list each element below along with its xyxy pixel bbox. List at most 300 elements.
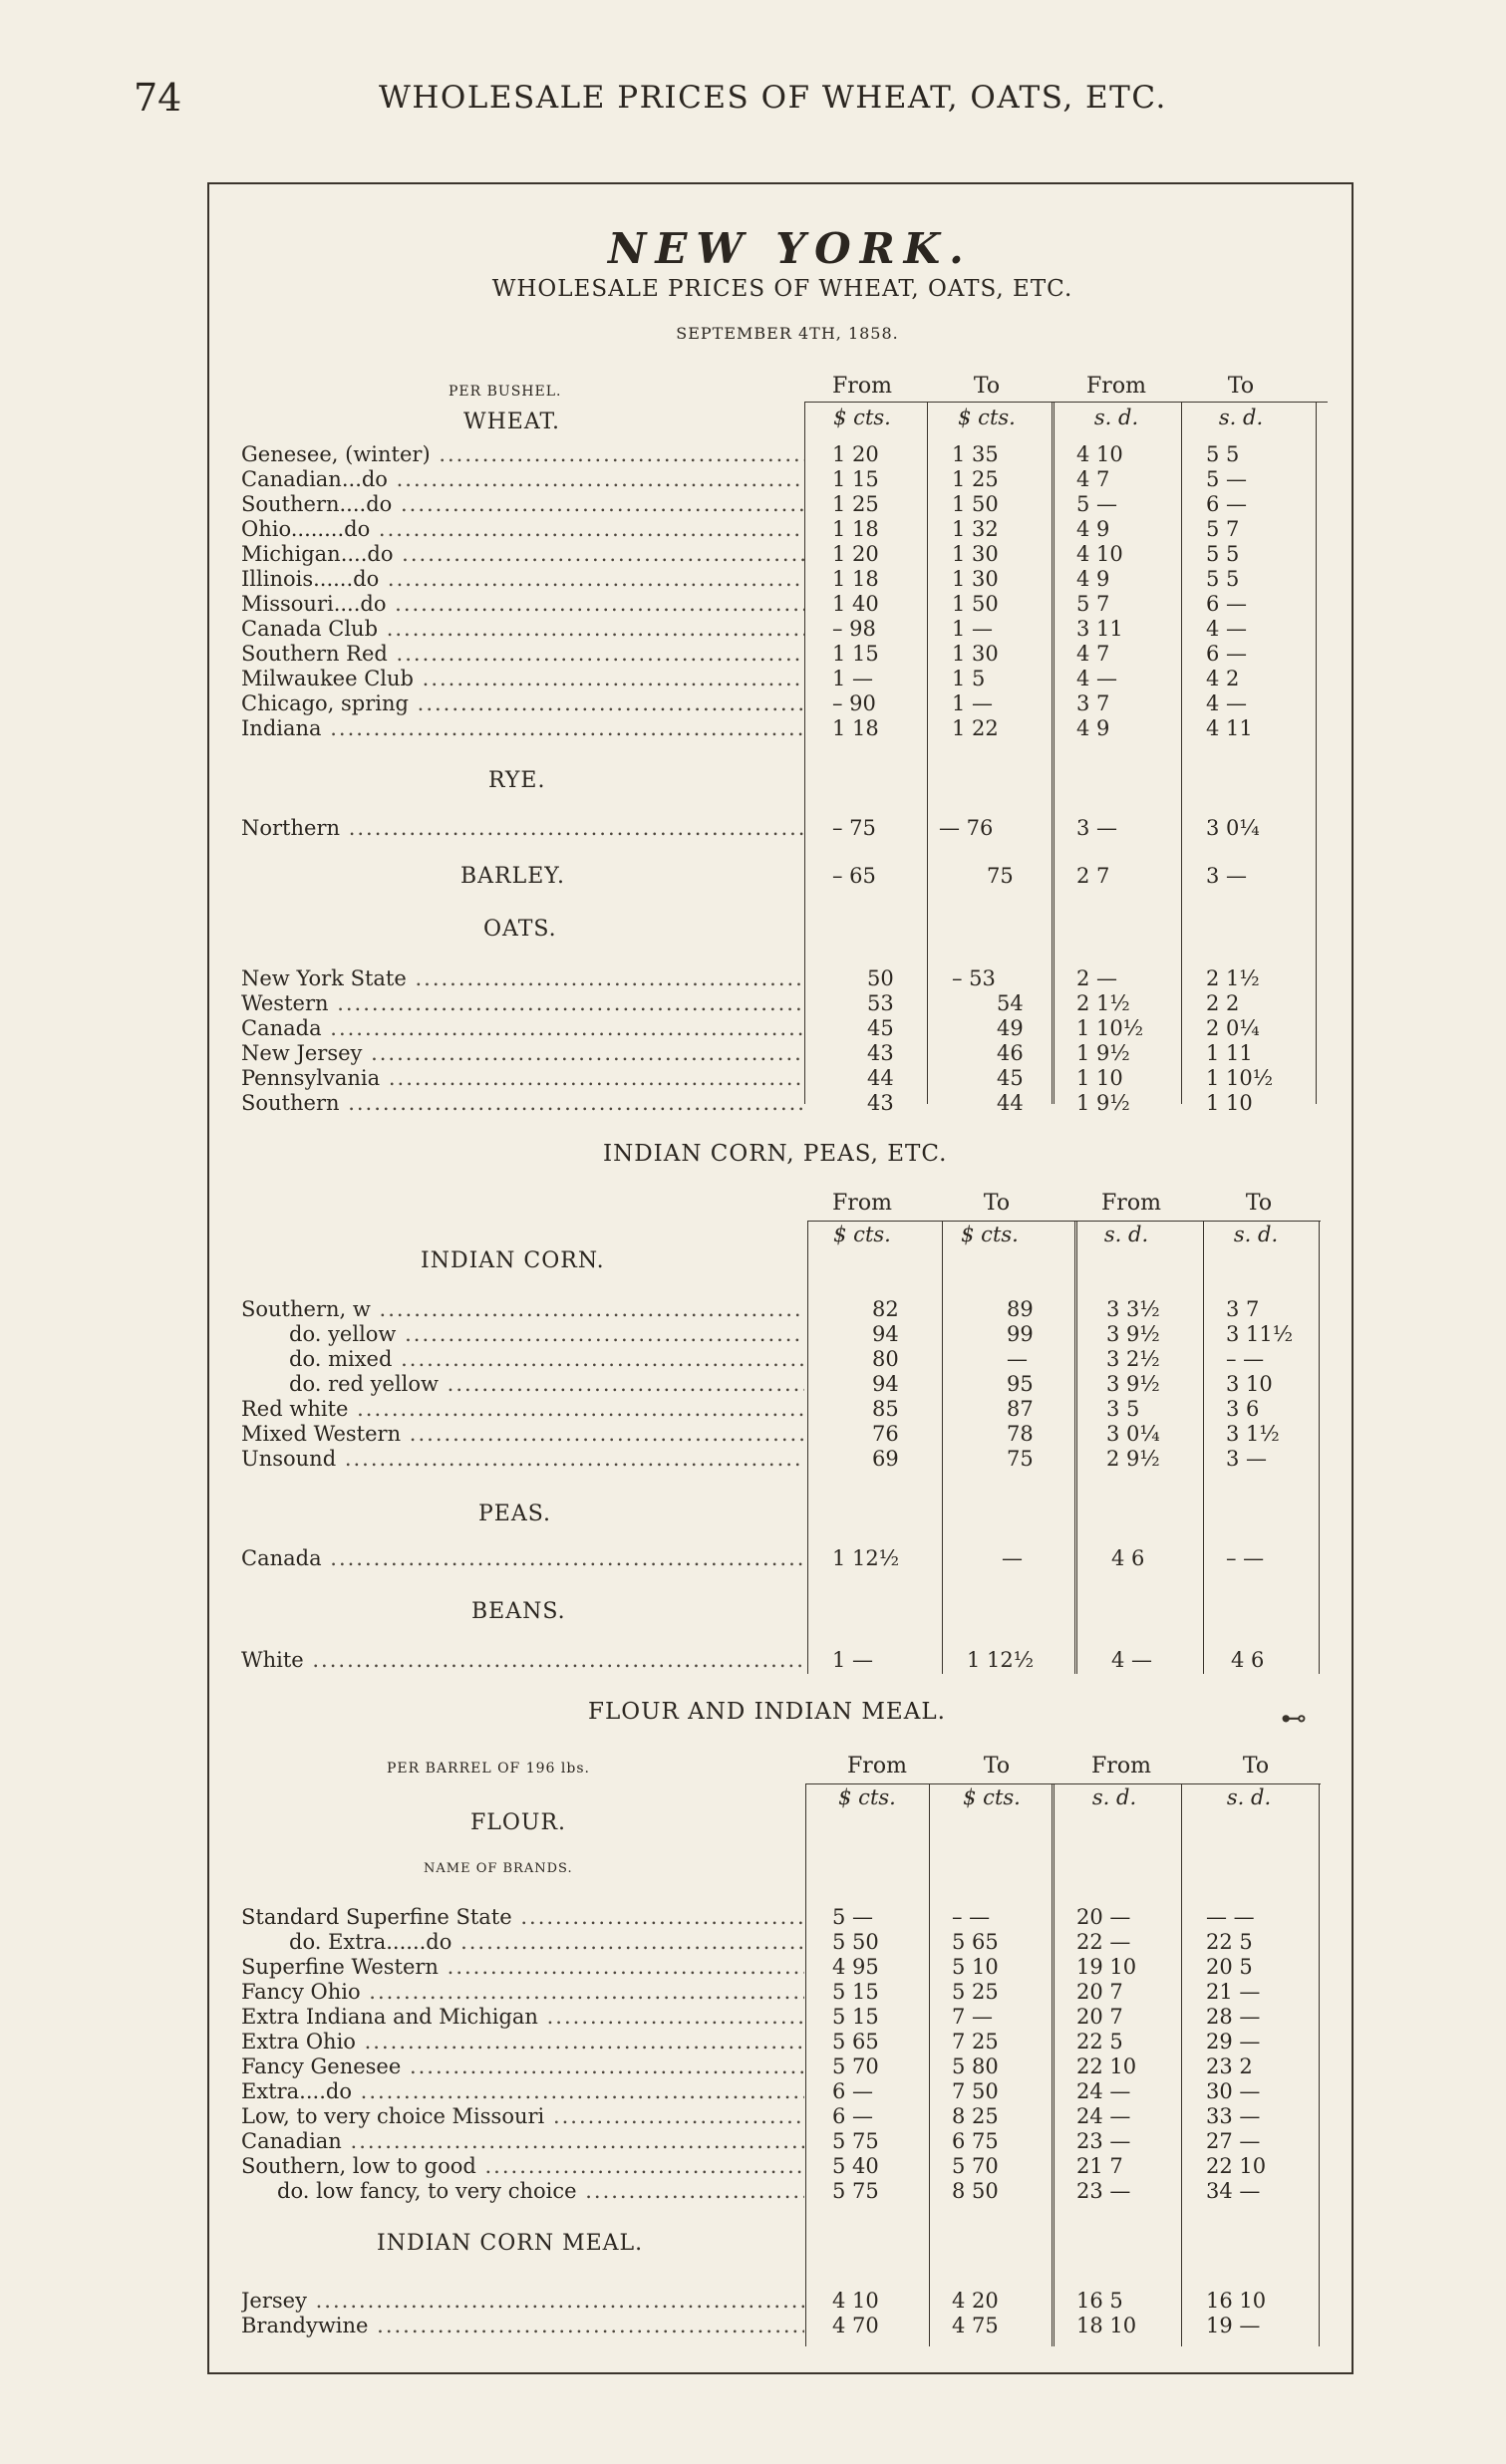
category-beans: BEANS.: [471, 1599, 566, 1624]
price-cell: 1 30: [952, 642, 999, 666]
price-cell: 54: [997, 991, 1024, 1015]
row-label: Red white .....: [241, 1397, 804, 1422]
price-cell: 99: [1007, 1322, 1034, 1346]
table-row: [209, 1955, 1355, 1980]
price-cell: 1 9½: [1076, 1041, 1130, 1065]
row-label: Fancy Genesee .....: [241, 2054, 804, 2079]
row-label: White .....: [241, 1648, 804, 1673]
table-row: [209, 1447, 1355, 1472]
price-cell: 4 —: [1111, 1648, 1153, 1672]
price-cell: 69: [872, 1447, 899, 1471]
table-row: [209, 691, 1355, 716]
table-row: [209, 1091, 1355, 1116]
price-cell: 4 —: [1206, 617, 1248, 641]
row-label: Ohio........do .....: [241, 517, 804, 542]
price-cell: 1 10: [1076, 1066, 1123, 1090]
price-cell: 5 5: [1206, 442, 1240, 466]
price-cell: 4 10: [1076, 542, 1123, 566]
price-cell: 5 7: [1076, 592, 1110, 616]
price-cell: 1 30: [952, 542, 999, 566]
col-from-sterling: From: [1101, 1191, 1161, 1216]
price-cell: 34 —: [1206, 2179, 1261, 2203]
price-cell: 1 20: [832, 542, 879, 566]
price-cell: 30 —: [1206, 2079, 1261, 2103]
category-indian-corn-meal: INDIAN CORN MEAL.: [377, 2231, 644, 2256]
table-row: [209, 966, 1355, 991]
row-label: Western .....: [241, 991, 804, 1016]
price-cell: 3 7: [1076, 691, 1110, 715]
price-cell: 4 9: [1076, 517, 1110, 541]
price-cell: 20 7: [1076, 1980, 1123, 2004]
table-row: [209, 517, 1355, 542]
table-row: [209, 617, 1355, 642]
table-row: [209, 1648, 1355, 1673]
price-cell: 5 70: [832, 2054, 879, 2078]
price-cell: 19 —: [1206, 2314, 1261, 2337]
table-row: [209, 2179, 1355, 2204]
price-cell: 50: [867, 966, 894, 990]
price-cell: 53: [867, 991, 894, 1015]
price-cell: – 90: [832, 691, 876, 715]
price-cell: 82: [872, 1297, 899, 1321]
price-cell: 87: [1007, 1397, 1034, 1421]
row-label: Chicago, spring .....: [241, 691, 804, 716]
unit-sterling: s. d.: [1093, 406, 1139, 429]
price-cell: 85: [872, 1397, 899, 1421]
price-cell: 4 9: [1076, 567, 1110, 591]
row-label: Superfine Western .....: [241, 1955, 804, 1980]
price-cell: 6 —: [1206, 642, 1248, 666]
price-cell: 4 75: [952, 2314, 999, 2337]
price-cell: 1 20: [832, 442, 879, 466]
unit-sterling: s. d.: [1233, 1223, 1279, 1246]
table-row: [209, 2005, 1355, 2030]
price-cell: 23 2: [1206, 2054, 1253, 2078]
price-cell: 16 10: [1206, 2289, 1267, 2313]
price-cell: 6 —: [1206, 492, 1248, 516]
row-label: Southern....do .....: [241, 492, 804, 517]
price-cell: 6 —: [832, 2079, 874, 2103]
price-cell: 1 40: [832, 592, 879, 616]
price-cell: 27 —: [1206, 2129, 1261, 2153]
row-label: Southern .....: [241, 1091, 804, 1116]
row-label: Southern, low to good .....: [241, 2154, 804, 2179]
price-cell: 4 2: [1206, 667, 1240, 690]
price-cell: 20 —: [1076, 1905, 1131, 1929]
price-cell: 44: [997, 1091, 1024, 1115]
price-cell: 5 15: [832, 2005, 879, 2029]
price-cell: 3 9½: [1106, 1372, 1160, 1396]
price-cell: 45: [867, 1016, 894, 1040]
row-label: do. Extra......do .....: [289, 1930, 804, 1955]
row-label: Indiana .....: [241, 716, 804, 741]
price-cell: 5 50: [832, 1930, 879, 1954]
price-cell: 3 10: [1226, 1372, 1273, 1396]
section-title-corn: INDIAN CORN, PEAS, ETC.: [603, 1141, 948, 1167]
price-cell: 45: [997, 1066, 1024, 1090]
unit-dollars: $ cts.: [961, 1223, 1019, 1246]
price-cell: – —: [1226, 1546, 1265, 1570]
category-wheat: WHEAT.: [463, 410, 560, 434]
price-cell: 5 10: [952, 1955, 999, 1979]
price-cell: 1 25: [832, 492, 879, 516]
price-cell: 1 12½: [832, 1546, 900, 1570]
price-cell: 4 95: [832, 1955, 879, 1979]
price-cell: 1 9½: [1076, 1091, 1130, 1115]
price-cell: 28 —: [1206, 2005, 1261, 2029]
price-cell: 94: [872, 1322, 899, 1346]
price-cell: 4 7: [1076, 642, 1110, 666]
price-cell: 16 5: [1076, 2289, 1123, 2313]
table-row: [209, 1397, 1355, 1422]
price-cell: 23 —: [1076, 2129, 1131, 2153]
price-cell: 5 75: [832, 2179, 879, 2203]
price-cell: 1 50: [952, 592, 999, 616]
price-cell: 3 2½: [1106, 1347, 1160, 1371]
table-row: [209, 2054, 1355, 2079]
price-cell: 1 11: [1206, 1041, 1253, 1065]
price-cell: — —: [1206, 1905, 1255, 1929]
date-line: SEPTEMBER 4TH, 1858.: [676, 324, 899, 343]
grain-section: [209, 184, 1355, 1121]
price-cell: 1 12½: [967, 1648, 1035, 1672]
table-row: [209, 1546, 1355, 1571]
price-cell: 5 65: [832, 2030, 879, 2053]
price-cell: 7 25: [952, 2030, 999, 2053]
table-row: [209, 1297, 1355, 1322]
price-cell: – 53: [952, 966, 996, 990]
price-cell: 94: [872, 1372, 899, 1396]
table-row: [209, 716, 1355, 741]
price-cell: 4 20: [952, 2289, 999, 2313]
row-label: Genesee, (winter) .....: [241, 442, 804, 467]
price-cell: 1 35: [952, 442, 999, 466]
price-cell: 2 1½: [1076, 991, 1130, 1015]
table-row: [209, 2030, 1355, 2054]
price-cell: 1 30: [952, 567, 999, 591]
table-row: [209, 567, 1355, 592]
price-cell: 5 7: [1206, 517, 1240, 541]
table-row: [209, 2154, 1355, 2179]
unit-dollars: $ cts.: [958, 406, 1016, 429]
row-label: Canadian .....: [241, 2129, 804, 2154]
ornament-icon: ⊷: [1281, 1704, 1307, 1734]
table-row: [209, 2314, 1355, 2338]
table-row: [209, 2079, 1355, 2104]
table-row: [209, 1980, 1355, 2005]
table-row: [209, 1066, 1355, 1091]
price-table-frame: [207, 182, 1354, 2374]
table-row: [209, 1347, 1355, 1372]
brands-label: NAME OF BRANDS.: [424, 1861, 573, 1876]
category-barley: BARLEY.: [460, 864, 565, 889]
price-cell: 1 18: [832, 716, 879, 740]
unit-sterling: s. d.: [1226, 1785, 1272, 1809]
price-cell: 95: [1007, 1372, 1034, 1396]
price-cell: 1 10: [1206, 1091, 1253, 1115]
price-cell: 24 —: [1076, 2079, 1131, 2103]
price-cell: 29 —: [1206, 2030, 1261, 2053]
running-header: [0, 76, 1506, 126]
price-cell: 5 70: [952, 2154, 999, 2178]
price-cell: 5 —: [1076, 492, 1118, 516]
price-cell: 49: [997, 1016, 1024, 1040]
price-cell: 1 —: [952, 617, 994, 641]
row-label: Mixed Western .....: [241, 1422, 804, 1447]
row-label: Canada .....: [241, 1546, 804, 1571]
price-cell: 1 15: [832, 642, 879, 666]
price-cell: 1 25: [952, 467, 999, 491]
price-cell: 2 —: [1076, 966, 1118, 990]
price-cell: – —: [952, 1905, 991, 1929]
col-to-sterling: To: [1245, 1191, 1273, 1216]
row-label: Fancy Ohio .....: [241, 1980, 804, 2005]
price-cell: 5 25: [952, 1980, 999, 2004]
col-to-dollars: To: [973, 374, 1001, 399]
unit-dollars: $ cts.: [833, 406, 891, 429]
row-label: Extra Ohio .....: [241, 2030, 804, 2054]
price-cell: 20 7: [1076, 2005, 1123, 2029]
col-to-dollars: To: [983, 1754, 1011, 1779]
price-cell: 5 15: [832, 1980, 879, 2004]
table-row: [209, 1016, 1355, 1041]
price-cell: 4 —: [1076, 667, 1118, 690]
price-cell: 1 —: [832, 667, 874, 690]
price-cell: 2 7: [1076, 864, 1110, 888]
row-label: do. yellow .....: [289, 1322, 804, 1347]
table-row: [209, 492, 1355, 517]
price-cell: 3 —: [1226, 1447, 1268, 1471]
price-cell: 7 50: [952, 2079, 999, 2103]
row-label: Northern .....: [241, 816, 804, 841]
city-title: NEW YORK.: [608, 224, 973, 273]
price-cell: 8 50: [952, 2179, 999, 2203]
price-cell: 5 65: [952, 1930, 999, 1954]
price-cell: 4 9: [1076, 716, 1110, 740]
price-cell: 75: [1007, 1447, 1034, 1471]
unit-dollars: $ cts.: [838, 1785, 896, 1809]
row-label: New York State .....: [241, 966, 804, 991]
table-row: [209, 1422, 1355, 1447]
row-label: do. low fancy, to very choice .....: [277, 2179, 804, 2204]
price-cell: 1 18: [832, 567, 879, 591]
col-from-sterling: From: [1086, 374, 1146, 399]
price-cell: 6 75: [952, 2129, 999, 2153]
price-cell: 6 —: [1206, 592, 1248, 616]
row-label: Milwaukee Club .....: [241, 667, 804, 691]
price-cell: 1 10½: [1206, 1066, 1274, 1090]
col-from-dollars: From: [832, 1191, 892, 1216]
price-cell: 89: [1007, 1297, 1034, 1321]
table-row: [209, 2289, 1355, 2314]
price-cell: 2 0¼: [1206, 1016, 1260, 1040]
price-cell: 3 1½: [1226, 1422, 1280, 1446]
price-cell: 19 10: [1076, 1955, 1137, 1979]
table-row: [209, 467, 1355, 492]
running-title: WHOLESALE PRICES OF WHEAT, OATS, ETC.: [379, 80, 1167, 116]
price-cell: 2 1½: [1206, 966, 1260, 990]
price-cell: 3 9½: [1106, 1322, 1160, 1346]
col-from-sterling: From: [1091, 1754, 1151, 1779]
row-label: do. red yellow .....: [289, 1372, 804, 1397]
table-row: [209, 1930, 1355, 1955]
price-cell: – 65: [832, 864, 876, 888]
row-label: Missouri....do .....: [241, 592, 804, 617]
price-cell: 75: [987, 864, 1014, 888]
price-cell: – —: [1226, 1347, 1265, 1371]
table-row: [209, 667, 1355, 691]
row-label: Low, to very choice Missouri .....: [241, 2104, 804, 2129]
price-cell: 22 5: [1076, 2030, 1123, 2053]
table-row: [209, 2129, 1355, 2154]
page-number: 74: [134, 76, 182, 120]
price-cell: 22 10: [1076, 2054, 1137, 2078]
table-row: [209, 816, 1355, 841]
price-cell: – 98: [832, 617, 876, 641]
unit-sterling: s. d.: [1091, 1785, 1137, 1809]
price-cell: 1 5: [952, 667, 986, 690]
price-cell: 5 5: [1206, 567, 1240, 591]
table-subtitle: WHOLESALE PRICES OF WHEAT, OATS, ETC.: [491, 276, 1073, 302]
price-cell: 4 70: [832, 2314, 879, 2337]
category-flour: FLOUR.: [470, 1810, 567, 1835]
table-row: [209, 642, 1355, 667]
price-cell: 4 7: [1076, 467, 1110, 491]
price-cell: 2 2: [1206, 991, 1240, 1015]
row-label: New Jersey .....: [241, 1041, 804, 1066]
row-label: Extra....do .....: [241, 2079, 804, 2104]
price-cell: 33 —: [1206, 2104, 1261, 2128]
price-cell: 21 —: [1206, 1980, 1261, 2004]
row-label: Standard Superfine State .....: [241, 1905, 804, 1930]
price-cell: 5 75: [832, 2129, 879, 2153]
table-row: [209, 991, 1355, 1016]
price-cell: 76: [872, 1422, 899, 1446]
unit-sterling: s. d.: [1103, 1223, 1149, 1246]
price-cell: 4 6: [1111, 1546, 1145, 1570]
price-cell: – 75: [832, 816, 876, 840]
price-cell: 43: [867, 1091, 894, 1115]
row-label: Canada .....: [241, 1016, 804, 1041]
price-cell: 6 —: [832, 2104, 874, 2128]
table-row: [209, 542, 1355, 567]
price-cell: 5 —: [1206, 467, 1248, 491]
price-cell: 1 50: [952, 492, 999, 516]
price-cell: 1 22: [952, 716, 999, 740]
price-cell: 3 3½: [1106, 1297, 1160, 1321]
category-peas: PEAS.: [478, 1502, 552, 1526]
price-cell: 20 5: [1206, 1955, 1253, 1979]
unit-dollars: $ cts.: [833, 1223, 891, 1246]
section-title-flour: FLOUR AND INDIAN MEAL.: [588, 1699, 946, 1725]
col-to-sterling: To: [1227, 374, 1255, 399]
price-cell: 1 —: [952, 691, 994, 715]
price-cell: 43: [867, 1041, 894, 1065]
price-cell: 3 0¼: [1106, 1422, 1160, 1446]
price-cell: 3 —: [1206, 864, 1248, 888]
table-row: [209, 592, 1355, 617]
row-label: Extra Indiana and Michigan .....: [241, 2005, 804, 2030]
price-cell: 22 —: [1076, 1930, 1131, 1954]
price-cell: 3 5: [1106, 1397, 1140, 1421]
unit-per-barrel: PER BARREL OF 196 lbs.: [387, 1761, 590, 1777]
price-cell: 24 —: [1076, 2104, 1131, 2128]
row-label: Jersey .....: [241, 2289, 804, 2314]
price-cell: 1 —: [832, 1648, 874, 1672]
price-cell: — 76: [939, 816, 994, 840]
row-label: Canada Club .....: [241, 617, 804, 642]
table-row: [209, 1372, 1355, 1397]
unit-dollars: $ cts.: [963, 1785, 1021, 1809]
price-cell: 3 7: [1226, 1297, 1260, 1321]
price-cell: —: [1002, 1546, 1023, 1570]
row-label: Southern Red .....: [241, 642, 804, 667]
category-oats: OATS.: [483, 917, 557, 942]
col-to-dollars: To: [983, 1191, 1011, 1216]
category-indian-corn: INDIAN CORN.: [421, 1248, 605, 1273]
table-row: [209, 442, 1355, 467]
price-cell: 22 10: [1206, 2154, 1267, 2178]
price-cell: 4 10: [1076, 442, 1123, 466]
price-cell: 80: [872, 1347, 899, 1371]
row-label: Southern, w .....: [241, 1297, 804, 1322]
price-cell: 46: [997, 1041, 1024, 1065]
price-cell: 3 11½: [1226, 1322, 1294, 1346]
row-label: do. mixed .....: [289, 1347, 804, 1372]
row-label: Michigan....do .....: [241, 542, 804, 567]
table-row: [209, 1041, 1355, 1066]
unit-per-bushel: PER BUSHEL.: [449, 384, 562, 400]
row-label: Brandywine .....: [241, 2314, 804, 2338]
price-cell: —: [1007, 1347, 1028, 1371]
row-label: Pennsylvania .....: [241, 1066, 804, 1091]
row-label: Canadian...do .....: [241, 467, 804, 492]
row-label: Illinois......do .....: [241, 567, 804, 592]
price-cell: 18 10: [1076, 2314, 1137, 2337]
price-cell: 78: [1007, 1422, 1034, 1446]
price-cell: 22 5: [1206, 1930, 1253, 1954]
price-cell: 44: [867, 1066, 894, 1090]
price-cell: 1 10½: [1076, 1016, 1144, 1040]
row-label: Unsound .....: [241, 1447, 804, 1472]
table-row-barley: [209, 864, 1355, 889]
price-cell: 5 40: [832, 2154, 879, 2178]
table-row: [209, 2104, 1355, 2129]
price-cell: 3 —: [1076, 816, 1118, 840]
price-cell: 3 0¼: [1206, 816, 1260, 840]
price-cell: 2 9½: [1106, 1447, 1160, 1471]
col-from-dollars: From: [847, 1754, 907, 1779]
table-row: [209, 1322, 1355, 1347]
price-cell: 3 11: [1076, 617, 1123, 641]
price-cell: 4 6: [1231, 1648, 1265, 1672]
table-row: [209, 1905, 1355, 1930]
price-cell: 4 11: [1206, 716, 1253, 740]
price-cell: 4 —: [1206, 691, 1248, 715]
price-cell: 4 10: [832, 2289, 879, 2313]
price-cell: 5 —: [832, 1905, 874, 1929]
price-cell: 21 7: [1076, 2154, 1123, 2178]
price-cell: 1 18: [832, 517, 879, 541]
price-cell: 1 32: [952, 517, 999, 541]
unit-sterling: s. d.: [1218, 406, 1264, 429]
price-cell: 8 25: [952, 2104, 999, 2128]
price-cell: 1 15: [832, 467, 879, 491]
col-to-sterling: To: [1242, 1754, 1270, 1779]
price-cell: 23 —: [1076, 2179, 1131, 2203]
col-from-dollars: From: [832, 374, 892, 399]
price-cell: 7 —: [952, 2005, 994, 2029]
